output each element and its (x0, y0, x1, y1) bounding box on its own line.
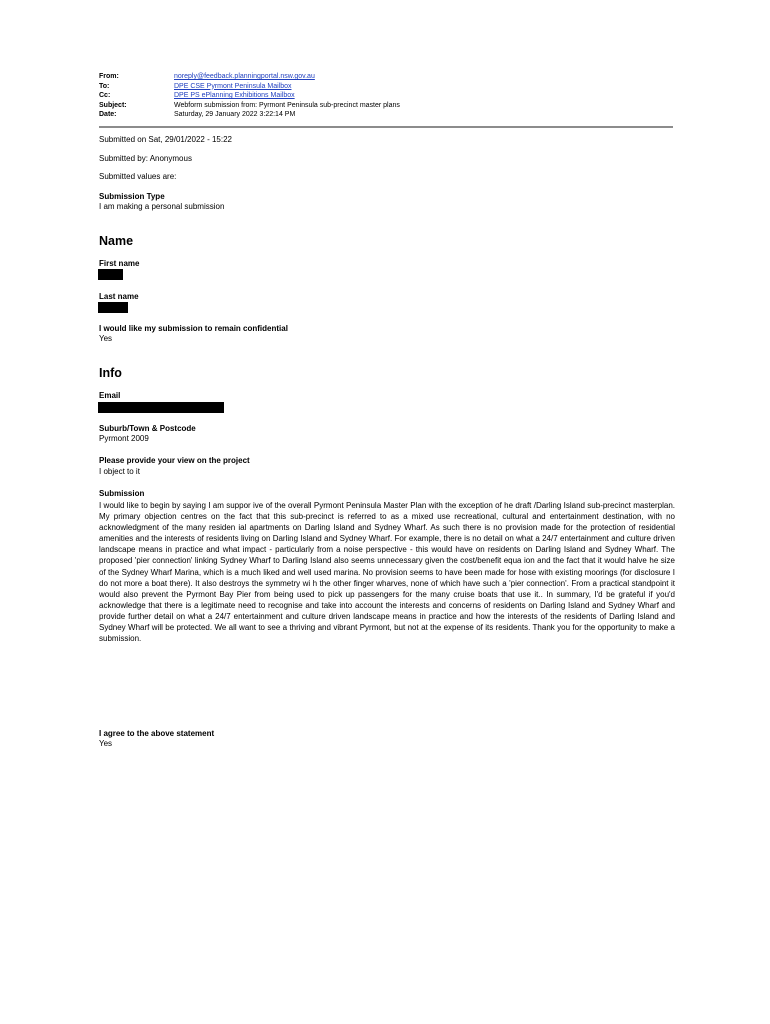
last-name-redaction (98, 302, 128, 313)
suburb-value: Pyrmont 2009 (99, 434, 149, 443)
header-row-date (99, 110, 673, 120)
submission-text: I would like to begin by saying I am suppor ive of the overall Pyrmont Peninsula Master Plan with the exception of he draft /Darling Island sub-precinct masterplan. My primary objection centres on the fact that this sub-precinct is referred to as a mixed use recreational, cultural and entertainment destination, with no acknowledgment of the many residen ial apartments on Darling Island and Sydney Wharf. As such there is no provision made for the protection of residential amenities and the interests of residents living on Darling Island and Sydney Wharf. For example, there is no detail on what a 24/7 entertainment and culture driven landscape means in practice and what impact - particularly from a noise perspective - this would have on residents on Darling Island and Sydney Wharf. The proposed 'pier connection' linking Sydney Wharf to Darling Island also seems unnecessary given the cost/benefit equa ion and the fact that it would halve he size of the Sydney Wharf Marina, which is a much liked and well used marina. No provision seems to have been made for hose with existing moorings (for disclosure I do not more a boat there). It also destroys the symmetry wi h the other finger wharves, none of which have such a 'pier connection'. From a practical standpoint it would also prevent the Pyrmont Bay Pier from being used to pick up passengers for the many cruise boats that use it.. In summary, I'd be grateful if you'd acknowledge that there is a legitimate need to recognise and take into account the interests and concerns of residents on Darling Island and Sydney Wharf and provide further detail on what a 24/7 entertainment and culture driven landscape means in practice and how the interests of the residents of Darling Island and Sydney Wharf will be protected. We all want to see a thriving and vibrant Pyrmont, but not at the expense of its residents. Thank you for the opportunity to make a submission. (99, 501, 675, 644)
submission-type-label: Submission Type (99, 192, 165, 201)
suburb-label: Suburb/Town & Postcode (99, 424, 196, 433)
date-label: Date: (99, 111, 117, 119)
email-label: Email (99, 391, 121, 400)
header-row-from (99, 72, 673, 82)
submission-label: Submission (99, 489, 145, 498)
from-label: From: (99, 73, 119, 80)
view-label: Please provide your view on the project (99, 456, 250, 465)
view-value: I object to it (99, 467, 140, 476)
confidential-label: I would like my submission to remain confidential (99, 324, 288, 333)
agree-value: Yes (99, 739, 113, 748)
confidential-value: Yes (99, 334, 113, 343)
to-label: To: (99, 82, 110, 90)
submitted-by: Submitted by: Anonymous (99, 154, 192, 163)
subject-value: Webform submission from: Pyrmont Peninsula sub-precinct master plans (174, 101, 400, 109)
header-row-cc (99, 91, 673, 101)
submission-type-value: I am making a personal submission (99, 202, 225, 211)
header-row-to (99, 82, 673, 92)
cc-link[interactable]: DPE PS ePlanning Exhibitions Mailbox (174, 92, 295, 100)
subject-label: Subject: (99, 101, 127, 109)
from-link[interactable]: noreply@feedback.planningportal.nsw.gov.au (174, 73, 315, 80)
cc-label: Cc: (99, 92, 111, 100)
first-name-redaction (98, 269, 123, 280)
header-divider (99, 126, 673, 128)
last-name-label: Last name (99, 292, 139, 301)
header-row-subject (99, 101, 673, 111)
name-heading: Name (99, 234, 134, 248)
email-redaction (98, 402, 224, 413)
agree-label: I agree to the above statement (99, 729, 215, 738)
first-name-label: First name (99, 259, 140, 268)
submitted-on: Submitted on Sat, 29/01/2022 - 15:22 (99, 135, 232, 144)
to-link[interactable]: DPE CSE Pyrmont Peninsula Mailbox (174, 82, 292, 90)
submitted-values: Submitted values are: (99, 172, 177, 181)
email-header (99, 72, 673, 120)
info-heading: Info (99, 366, 122, 380)
date-value: Saturday, 29 January 2022 3:22:14 PM (174, 111, 296, 119)
